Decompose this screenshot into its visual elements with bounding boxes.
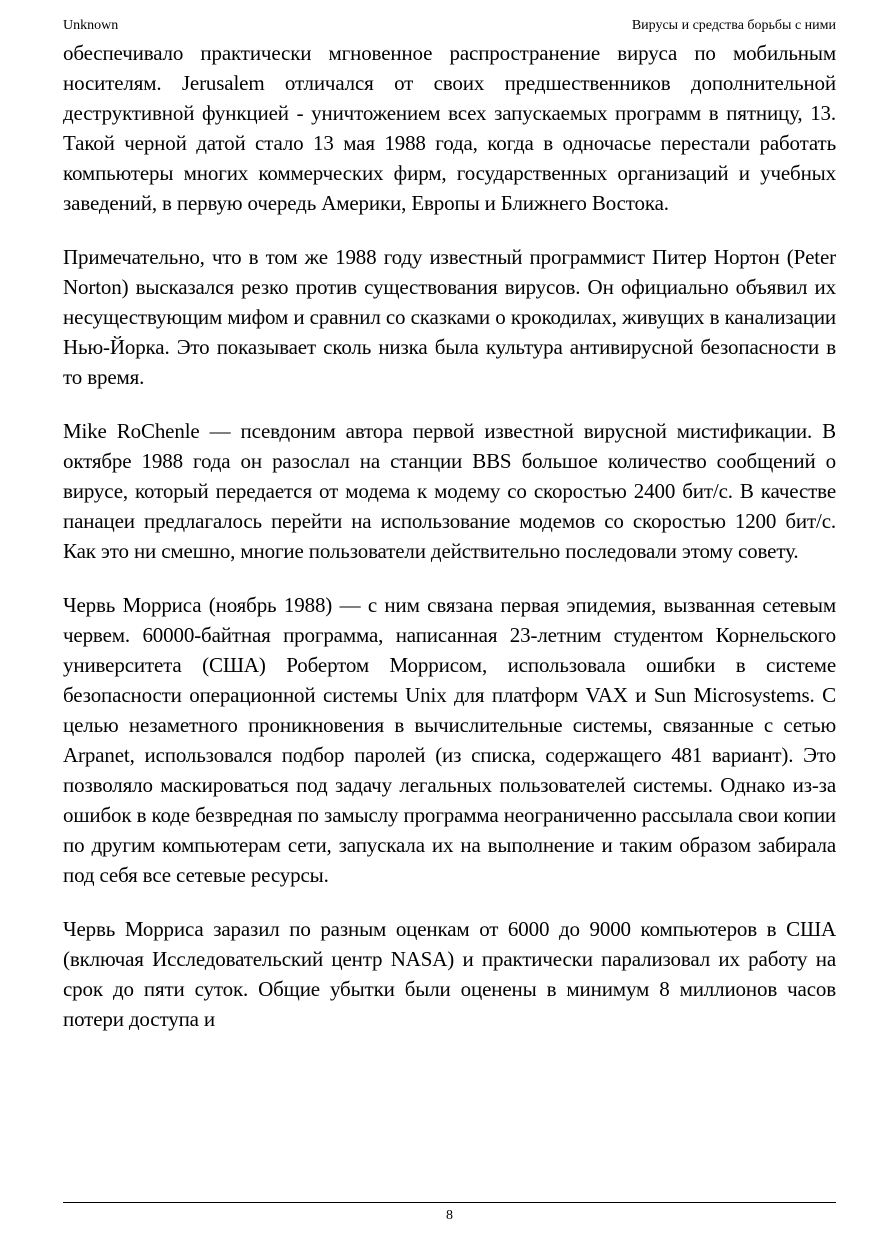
page-footer [63,1202,836,1227]
page-header [63,16,836,36]
paragraph-jerusalem: обеспечивало практически мгновенное распространение вируса по мобильным носителям. Jerusalem отличался от своих предшественников дополнительной деструктивной функцией - уничтожением всех запускаемых программ в пятницу, 13. Такой черной датой стало 13 мая 1988 года, когда в одночасье перестали работать компьютеры многих коммерческих фирм, государственных организаций и учебных заведений, в первую очередь Америки, Европы и Ближнего Востока. [63,41,836,215]
page-number: 8 [446,1208,453,1223]
paragraph-norton: Примечательно, что в том же 1988 году известный программист Питер Нортон (Peter Norton) высказался резко против существования вирусов. Он официально объявил их несуществующим мифом и сравнил со сказками о крокодилах, живущих в канализации Нью-Йорка. Это показывает сколь низка была культура антивирусной безопасности в то время. [63,245,836,389]
paragraph-rochenle: Mike RoChenle — псевдоним автора первой известной вирусной мистификации. В октябре 1988 года он разослал на станции BBS большое количество сообщений о вирусе, который передается от модема к модему со скоростью 2400 бит/с. В качестве панацеи предлагалось перейти на использование модемов со скоростью 1200 бит/с. Как это ни смешно, многие пользователи действительно последовали этому совету. [63,419,836,563]
page-content [63,38,836,1058]
paragraph-morris-worm: Червь Морриса (ноябрь 1988) — с ним связана первая эпидемия, вызванная сетевым червем. 60000-байтная программа, написанная 23-летним студентом Корнельского университета (США) Робертом Моррисом, использовала ошибки в системе безопасности операционной системы Unix для платформ VAX и Sun Microsystems. С целью незаметного проникновения в вычислительные системы, связанные с сетью Arpanet, использовался подбор паролей (из списка, содержащего 481 вариант). Это позволяло маскироваться под задачу легальных пользователей системы. Однако из-за ошибок в коде безвредная по замыслу программа неограниченно рассылала свои копии по другим компьютерам сети, запускала их на выполнение и таким образом забирала под себя все сетевые ресурсы. [63,593,836,887]
paragraph-morris-damage: Червь Морриса заразил по разным оценкам от 6000 до 9000 компьютеров в США (включая Исследовательский центр NASA) и практически парализовал их работу на срок до пяти суток. Общие убытки были оценены в минимум 8 миллионов часов потери доступа и [63,917,836,1031]
header-author: Unknown [63,18,119,33]
header-title: Вирусы и средства борьбы с ними [631,18,836,33]
